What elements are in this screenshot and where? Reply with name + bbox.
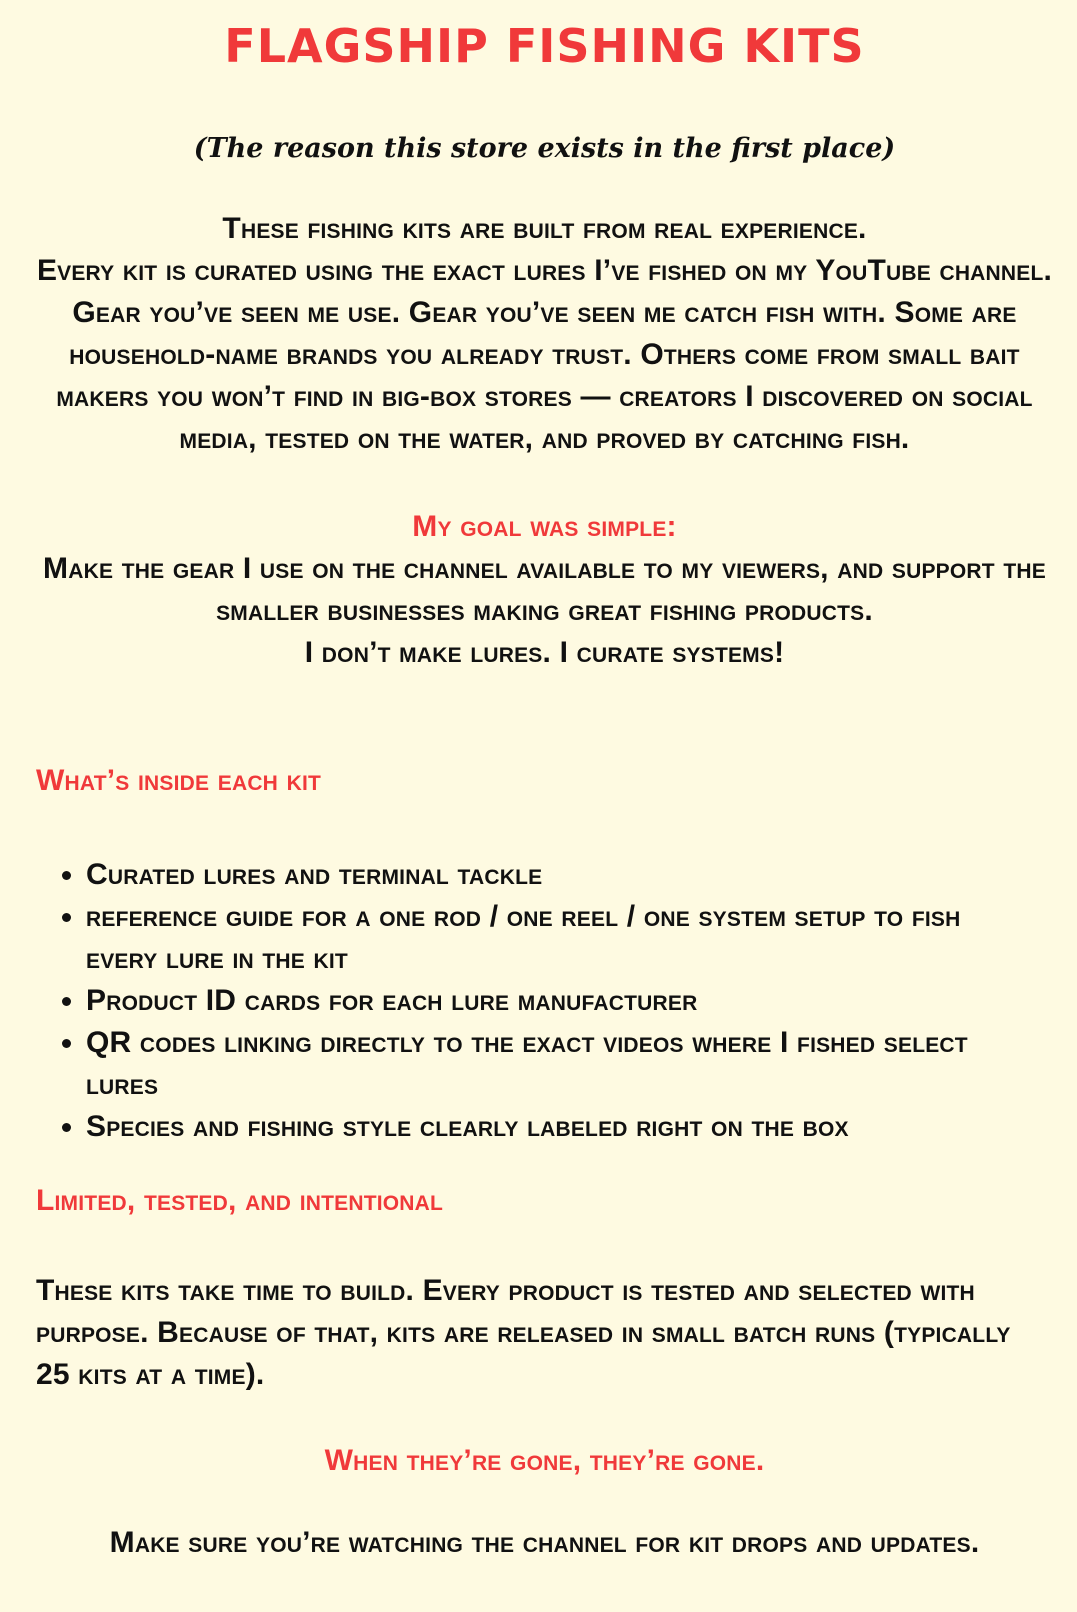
goal-line-1: Make the gear I use on the channel available to my viewers, and support the smaller businesses making great fishing products. <box>43 552 1046 627</box>
limited-heading: Limited, tested, and intentional <box>36 1184 444 1217</box>
intro-line-1: These fishing kits are built from real experience. <box>222 212 867 245</box>
closing-text: Make sure you’re watching the channel for kit drops and updates. <box>109 1526 980 1559</box>
list-item: • QR codes linking directly to the exact videos where I fished select lures <box>86 1022 1033 1106</box>
list-item: • Species and fishing style clearly labeled right on the box <box>86 1106 1033 1148</box>
page-subtitle: (The reason this store exists in the first place) <box>193 133 896 164</box>
goal-line-2: I don’t make lures. I curate systems! <box>304 636 785 669</box>
kit-contents-list <box>36 854 1053 1148</box>
limited-body-text: These kits take time to build. Every product is tested and selected with purpose. Because of that, kits are released in small batch runs (typically 25 kits at a time). <box>36 1274 1011 1391</box>
list-item: • Product ID cards for each lure manufacturer <box>86 980 1033 1022</box>
list-item: • Curated lures and terminal tackle <box>86 854 1033 896</box>
gone-callout: When they’re gone, they’re gone. <box>324 1444 765 1477</box>
intro-section <box>36 208 1053 460</box>
list-item: • reference guide for a one rod / one reel / one system setup to fish every lure in the kit <box>86 896 1033 980</box>
intro-line-2: Every kit is curated using the exact lures I’ve fished on my YouTube channel. Gear you’ve seen me use. Gear you’ve seen me catch fish with. Some are household-name brands you already trust. Others come from small bait makers you won’t find in big-box stores — creators I discovered on social media, tested on the water, and proved by catching fish. <box>36 254 1053 455</box>
kit-contents-heading: What’s inside each kit <box>36 764 322 797</box>
goal-heading: My goal was simple: <box>412 510 677 543</box>
goal-section <box>36 506 1053 674</box>
page-title: FLAGSHIP FISHING KITS <box>224 19 865 73</box>
